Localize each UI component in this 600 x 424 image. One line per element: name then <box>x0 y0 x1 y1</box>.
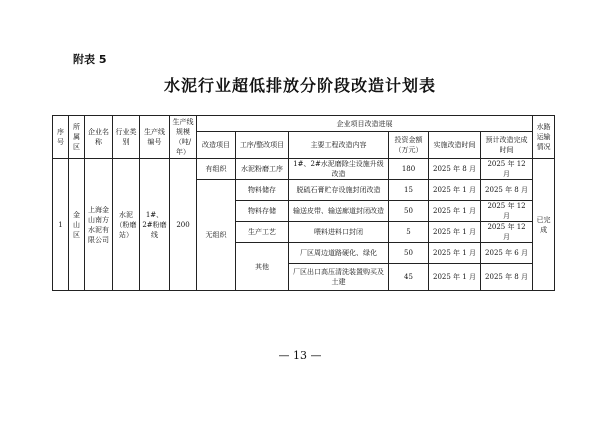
cell-waterway: 已完成 <box>533 159 555 291</box>
cell-industry: 水泥（粉磨站） <box>113 159 140 291</box>
cell-complete-time: 2025 年 12 月 <box>481 222 533 243</box>
cell-investment: 50 <box>389 201 429 222</box>
header-company: 企业名称 <box>85 116 113 159</box>
cell-process: 生产工艺 <box>236 222 289 243</box>
cell-impl-time: 2025 年 1 月 <box>429 180 481 201</box>
header-complete-time: 预计改造完成时间 <box>481 132 533 159</box>
cell-complete-time: 2025 年 6 月 <box>481 243 533 264</box>
cell-impl-time: 2025 年 1 月 <box>429 222 481 243</box>
page-number: — 13 — <box>278 349 322 362</box>
cell-district: 金山区 <box>69 159 85 291</box>
header-district: 所属区 <box>69 116 85 159</box>
cell-investment: 5 <box>389 222 429 243</box>
cell-content: 喂料进料口封闭 <box>289 222 389 243</box>
cell-item-organized: 有组织 <box>197 159 236 180</box>
cell-process: 物料存储 <box>236 201 289 222</box>
table-row <box>53 159 555 180</box>
plan-table <box>52 115 555 291</box>
header-item: 改造项目 <box>197 132 236 159</box>
header-industry: 行业类别 <box>113 116 140 159</box>
header-waterway: 水路运输情况 <box>533 116 555 159</box>
header-investment: 投资金额（万元） <box>389 132 429 159</box>
cell-investment: 45 <box>389 264 429 291</box>
header-process: 工序/整改项目 <box>236 132 289 159</box>
cell-seq: 1 <box>53 159 69 291</box>
header-content: 主要工程改造内容 <box>289 132 389 159</box>
cell-process: 物料储存 <box>236 180 289 201</box>
cell-line-no: 1#、2#粉磨线 <box>140 159 170 291</box>
header-seq: 序号 <box>53 116 69 159</box>
cell-complete-time: 2025 年 8 月 <box>481 264 533 291</box>
cell-impl-time: 2025 年 8 月 <box>429 159 481 180</box>
cell-process: 其他 <box>236 243 289 291</box>
page-title: 水泥行业超低排放分阶段改造计划表 <box>163 76 436 95</box>
cell-investment: 180 <box>389 159 429 180</box>
appendix-label: 附表 5 <box>73 53 107 66</box>
header-progress: 企业项目改造进展 <box>197 116 533 132</box>
cell-impl-time: 2025 年 1 月 <box>429 201 481 222</box>
cell-content: 厂区出口高压清洗装置购买及土建 <box>289 264 389 291</box>
cell-impl-time: 2025 年 1 月 <box>429 243 481 264</box>
cell-content: 厂区周边道路硬化、绿化 <box>289 243 389 264</box>
cell-item-unorganized: 无组织 <box>197 180 236 291</box>
cell-impl-time: 2025 年 1 月 <box>429 264 481 291</box>
cell-complete-time: 2025 年 8 月 <box>481 180 533 201</box>
header-line-no: 生产线编号 <box>140 116 170 159</box>
cell-investment: 15 <box>389 180 429 201</box>
cell-complete-time: 2025 年 12 月 <box>481 159 533 180</box>
cell-complete-time: 2025 年 12 月 <box>481 201 533 222</box>
cell-investment: 50 <box>389 243 429 264</box>
cell-content: 1#、2#水泥磨除尘设施升级改造 <box>289 159 389 180</box>
cell-company: 上海金山南方水泥有限公司 <box>85 159 113 291</box>
cell-content: 输送皮带、输送廊道封闭改造 <box>289 201 389 222</box>
header-capacity: 生产线规模（吨/年） <box>170 116 197 159</box>
cell-process: 水泥粉磨工序 <box>236 159 289 180</box>
header-impl-time: 实施改造时间 <box>429 132 481 159</box>
cell-content: 脱硫石膏贮存设施封闭改造 <box>289 180 389 201</box>
cell-capacity: 200 <box>170 159 197 291</box>
